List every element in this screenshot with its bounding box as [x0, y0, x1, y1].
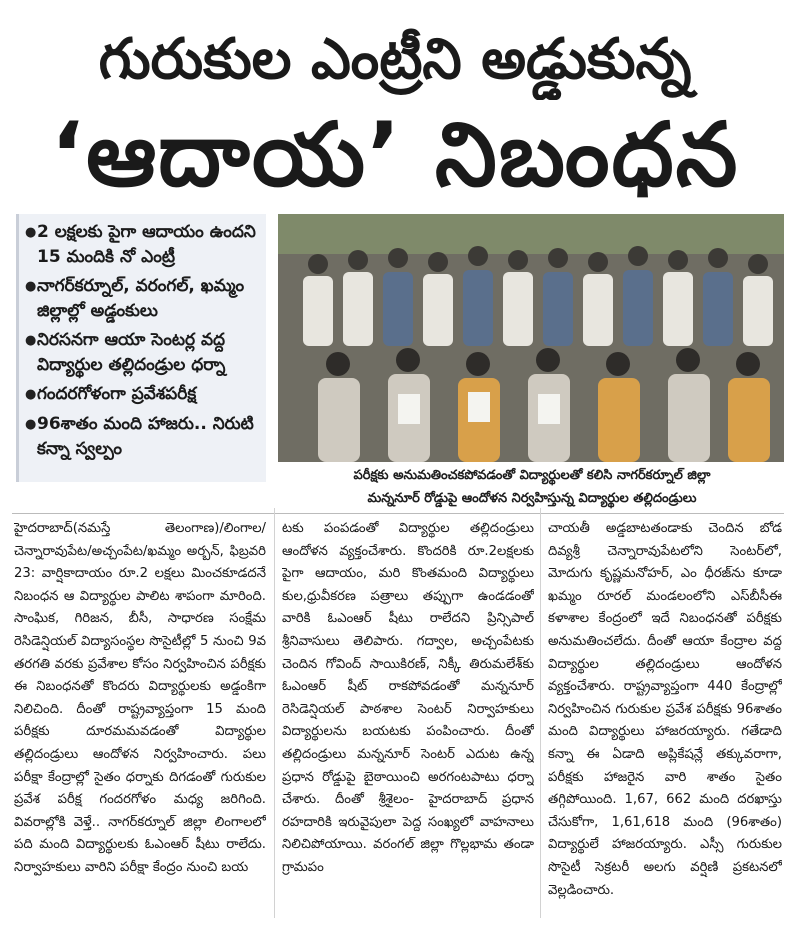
article-column-2: టకు పంపడంతో విద్యార్థుల తల్లిదండ్రులు ఆందోళన వ్యక్తంచేశారు. కొందరికి రూ.2లక్షలకు పైగా ఆదాయం, మరి కొంతమంది విద్యార్థులు కుల,ధ్రువీకరణ పత్రాలు తప్పుగా ఉండడంతో వారికి ఓఎంఆర్‌ షీటు రాలేదని ప్రిన్సిపాల్‌ శ్రీనివాసులు తెలిపారు. గద్వాల, అచ్చంపేటకు చెందిన గోవింద్‌ సాయికిరణ్‌, నిక్కీ తిరుమలేశ్‌కు ఓఎంఆర్‌ షీట్‌ రాకపోవడంతో మన్ననూర్‌ రెసిడెన్షియల్‌ పాఠశాల సెంటర్‌ నిర్వాహకులు విద్యార్థులను బయటకు పంపించారు. దీంతో తల్లిదండ్రులు మన్ననూర్‌ సెంటర్‌ ఎదుట ఉన్న ప్రధాన రోడ్డుపై బైఠాయించి అరగంటపాటు ధర్నా చేశారు. దీంతో శ్రీశైలం- హైదరాబాద్‌ ప్రధాన రహదారికి ఇరువైపులా పెద్ద సంఖ్యలో వాహనాలు నిలిచిపోయాయి. వరంగల్‌ జిల్లా గొల్లభామ తండా గ్రామపం: [282, 521, 534, 875]
highlight-text: నిరసనగా ఆయా సెంటర్ల వద్ద విద్యార్థుల తల్లిదండ్రుల ధర్నా: [37, 330, 226, 375]
caption-line-1: పరీక్షకు అనుమతించకపోవడంతో విద్యార్థులతో కలిసి నాగర్‌కర్నూల్‌ జిల్లా: [353, 468, 711, 483]
bullet-icon: ●: [25, 279, 37, 294]
bullet-icon: ●: [25, 225, 37, 240]
highlight-text: 96శాతం మంది హాజరు.. నిరుటి కన్నా స్వల్పం: [37, 414, 254, 459]
protest-photo: [278, 214, 784, 462]
article-column-3: చాయతీ అడ్డబాటతండాకు చెందిన బోడ దివ్యశ్రీ చెన్నారావుపేటలోని సెంటర్‌లో, మోదుగు కృష్ణమనోహర్‌, ఎం ధీరజ్‌ను కూడా ఖమ్మం రూరల్‌ మండలంలోని ఎస్‌బీసీఈ కళాశాల కేంద్రంలో ఇదే నిబంధనతో పరీక్షకు అనుమతించలేదు. దీంతో ఆయా కేంద్రాల వద్ద విద్యార్థుల తల్లిదండ్రులు ఆందోళన వ్యక్తంచేశారు. రాష్ట్రవ్యాప్తంగా 440 కేంద్రాల్లో నిర్వహించిన గురుకుల ప్రవేశ పరీక్షకు 96శాతం మంది విద్యార్థులు హాజరయ్యారు. గతేడాది కన్నా ఈ ఏడాది అప్లికేషన్లే తక్కువరాగా, పరీక్షకు హాజరైన వారి శాతం సైతం తగ్గిపోయింది. 1,67, 662 మంది దరఖాస్తు చేసుకోగా, 1,61,618 మంది (96శాతం) విద్యార్థులే హాజరయ్యారు. ఎస్సీ గురుకుల సొసైటీ సెక్రటరీ అలగు వర్షిణి ప్రకటనలో వెల్లడించారు.: [548, 521, 782, 898]
photo-caption: [282, 464, 782, 512]
highlight-item: [25, 274, 260, 324]
highlight-item: [25, 328, 260, 378]
highlight-item: [25, 412, 260, 462]
highlight-item: [25, 382, 260, 408]
bullet-icon: ●: [25, 387, 37, 402]
headline-line-2: ‘ఆదాయ’ నిబంధన: [50, 104, 740, 206]
highlight-text: 2 లక్షలకు పైగా ఆదాయం ఉందని 15 మందికి నో ఎంట్రీ: [37, 222, 256, 267]
article-column-1: హైదరాబాద్‌(నమస్తే తెలంగాణ)/లింగాల/చెన్నారావుపేట/అచ్చంపేట/ఖమ్మం అర్బన్‌, ఫిబ్రవరి 23: వార్షికాదాయం రూ.2 లక్షలు మించకూడదనే నిబంధన ఆ విద్యార్థుల పాలిట శాపంగా మారింది. సాంఘిక, గిరిజన, బీసీ, సాధారణ సంక్షేమ రెసిడెన్షియల్‌ విద్యాసంస్థల సొసైటీల్లో 5 నుంచి 9వ తరగతి వరకు ప్రవేశాల కోసం నిర్వహించిన పరీక్షకు ఈ నిబంధనతో కొందరు విద్యార్థులకు అడ్డంకిగా నిలిచింది. దీంతో రాష్ట్రవ్యాప్తంగా 15 మంది పరీక్షకు దూరమమవడంతో విద్యార్థుల తల్లిదండ్రులు ఆందోళన నిర్వహించారు. పలు పరీక్షా కేంద్రాల్లో సైతం ధర్నాకు దిగడంతో గురుకుల ప్రవేశ పరీక్ష గందరగోళం మధ్య జరిగింది. వివరాల్లోకి వెళ్తే.. నాగర్‌కర్నూల్‌ జిల్లా లింగాలలో పది మంది విద్యార్థులకు ఓఎంఆర్‌ షీటు రాలేదు. నిర్వాహకులు వారిని పరీక్షా కేంద్రం నుంచి బయ: [14, 521, 266, 875]
bullet-icon: ●: [25, 333, 37, 348]
caption-line-2: మన్ననూర్‌ రోడ్డుపై ఆందోళన నిర్వహిస్తున్న విద్యార్థుల తల్లిదండ్రులు: [367, 491, 697, 506]
highlight-item: [25, 220, 260, 270]
column-divider: [540, 508, 541, 918]
headline-line-1: గురుకుల ఎంట్రీని అడ్డుకున్న: [98, 27, 692, 92]
section-divider: [12, 513, 784, 514]
highlight-text: గందరగోళంగా ప్రవేశపరీక్ష: [37, 384, 197, 404]
column-divider: [274, 508, 275, 918]
bullet-icon: ●: [25, 417, 37, 432]
highlight-text: నాగర్‌కర్నూల్‌, వరంగల్‌, ఖమ్మం జిల్లాల్లో అడ్డంకులు: [37, 276, 245, 321]
highlights-box: [16, 214, 266, 482]
